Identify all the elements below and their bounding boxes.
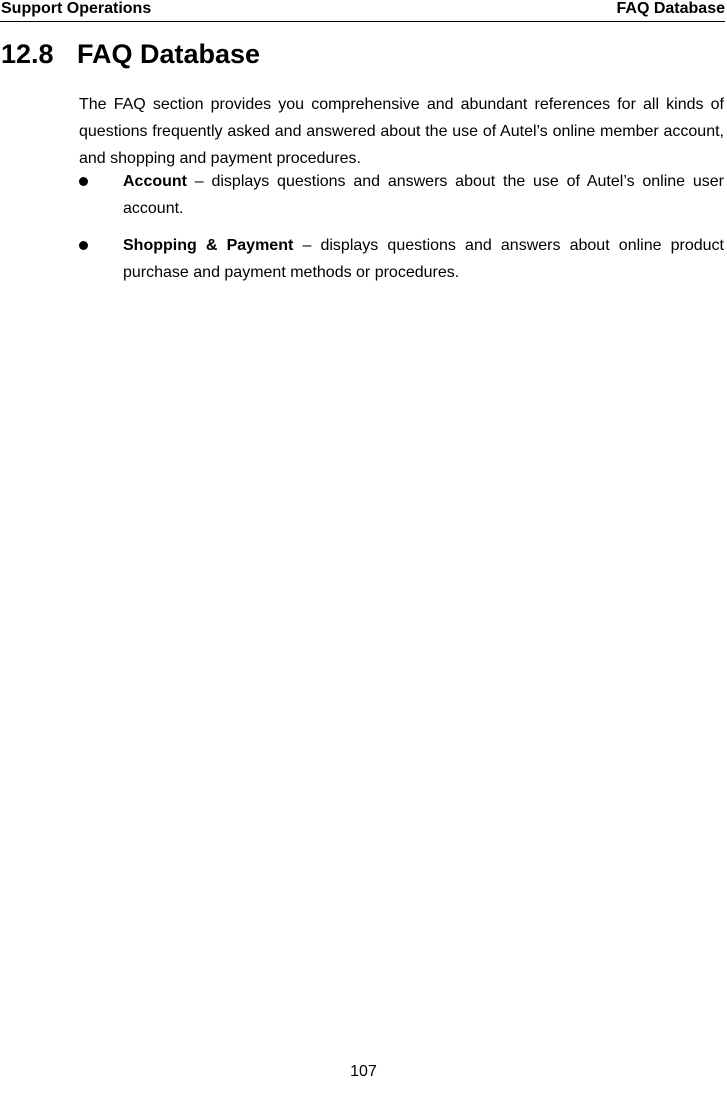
section-title: FAQ Database [77,39,261,69]
list-item [79,168,724,222]
bullet-description: – displays questions and answers about the use of Autel’s online user account. [123,173,724,217]
page-number: 107 [350,1063,377,1080]
bullet-term: Account [123,173,187,190]
running-header [0,0,725,22]
intro-paragraph: The FAQ section provides you comprehensive and abundant references for all kinds of questions frequently asked and answered about the use of Autel’s online member account, and shopping and payment procedures. [79,96,724,167]
section-heading [1,38,260,70]
section-running-title: FAQ Database [616,0,725,17]
bullet-term: Shopping & Payment [123,237,294,254]
bullet-list [79,168,724,296]
bullet-description: – displays questions and answers about online product purchase and payment methods or procedures. [123,237,724,281]
chapter-title: Support Operations [1,0,152,17]
list-item [79,232,724,286]
bullet-icon [79,177,88,186]
bullet-icon [79,241,88,250]
section-number: 12.8 [1,39,54,69]
